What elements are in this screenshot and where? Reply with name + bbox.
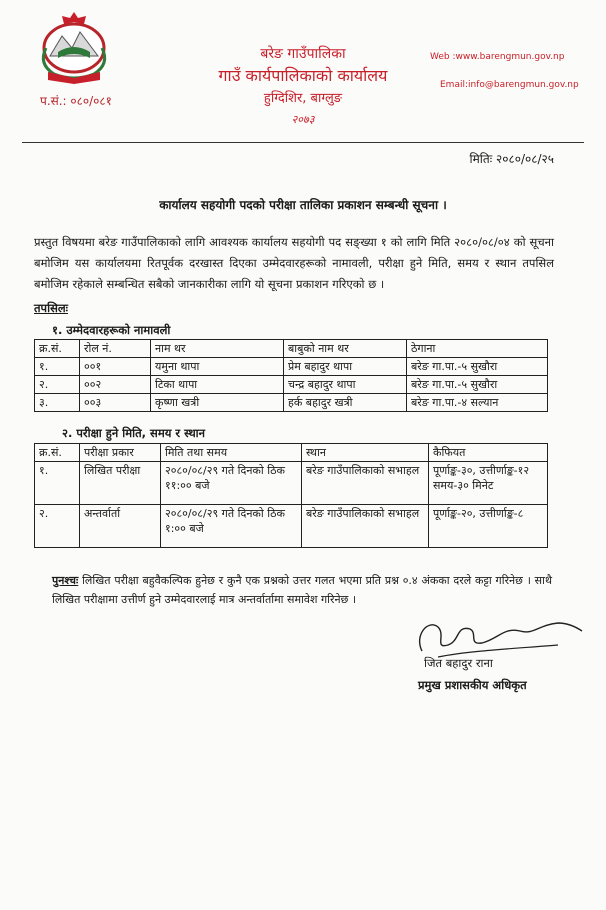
section-candidates-title: १. उम्मेदवारहरूको नामावली <box>52 323 171 337</box>
table-row <box>35 505 548 548</box>
table-cell: कृष्णा खत्री <box>151 394 284 412</box>
col-header: मिति तथा समय <box>161 444 302 462</box>
table-cell: बरेङ गा.पा.-५ सुखौरा <box>407 358 548 376</box>
col-header: कैफियत <box>429 444 548 462</box>
table-row <box>35 394 548 412</box>
postscript-label: पुनश्चः <box>52 574 79 587</box>
candidates-table <box>34 339 548 412</box>
table-cell: ००३ <box>80 394 151 412</box>
municipality-name: बरेङ गाउँपालिका <box>260 46 346 62</box>
signatory-title: प्रमुख प्रशासकीय अधिकृत <box>418 678 527 692</box>
signatory-name: जित बहादुर राना <box>424 656 493 670</box>
website-link[interactable]: Web :www.barengmun.gov.np <box>430 52 565 62</box>
table-header-row <box>35 340 548 358</box>
table-cell: अन्तर्वार्ता <box>80 505 161 548</box>
table-cell: यमुना थापा <box>151 358 284 376</box>
details-label: तपसिलः <box>34 301 68 315</box>
table-cell: ००१ <box>80 358 151 376</box>
col-header: परीक्षा प्रकार <box>80 444 161 462</box>
notice-intro: प्रस्तुत विषयमा बरेङ गाउँपालिकाको लागि आवश्यक कार्यालय सहयोगी पद सङ्ख्या १ को लागि मिति २०८०/०८/०४ को सूचना बमोजिम यस कार्यालयमा रितपूर्वक दरखास्त दिएका उम्मेदवारहरूको नामावली, परीक्षा हुने मिति, समय र स्थान तपसिल बमोजिम रहेकाले सम्बन्धित सबैको जानकारीका लागि यो सूचना प्रकाशन गरिएको छ । <box>34 235 554 291</box>
postscript-text: लिखित परीक्षा बहुवैकल्पिक हुनेछ र कुनै एक प्रश्नको उत्तर गलत भएमा प्रति प्रश्न ०.४ अंकका दरले कट्टा गरिनेछ । साथै लिखित परीक्षामा उत्तीर्ण हुने उम्मेदवारलाई मात्र अन्तर्वार्तामा समावेश गरिनेछ । <box>52 574 552 606</box>
established-year: २०७३ <box>291 113 315 126</box>
table-cell: पूर्णाङ्क-२०, उत्तीर्णाङ्क-८ <box>429 505 548 548</box>
header-divider <box>22 142 584 143</box>
col-header: ठेगाना <box>407 340 548 358</box>
table-row <box>35 462 548 505</box>
email-link[interactable]: Email:info@barengmun.gov.np <box>440 80 579 90</box>
table-cell: बरेङ गा.पा.-४ सल्यान <box>407 394 548 412</box>
table-cell: २०८०/०८/२९ गते दिनको ठिक १:०० बजे <box>161 505 302 548</box>
table-cell: टिका थापा <box>151 376 284 394</box>
table-cell: २०८०/०८/२९ गते दिनको ठिक ११:०० बजे <box>161 462 302 505</box>
notice-date: मितिः २०८०/०८/२५ <box>469 152 554 166</box>
table-cell: हर्क बहादुर खत्री <box>284 394 407 412</box>
table-header-row <box>35 444 548 462</box>
exam-schedule-table <box>34 443 548 548</box>
reference-number: प.सं.: ०८०/०८१ <box>40 94 112 108</box>
office-location: हुग्दिशिर, बाग्लुङ <box>263 91 343 106</box>
col-header: क्र.सं. <box>35 444 80 462</box>
table-cell: बरेङ गा.पा.-५ सुखौरा <box>407 376 548 394</box>
table-row <box>35 358 548 376</box>
table-cell: प्रेम बहादुर थापा <box>284 358 407 376</box>
table-cell: १. <box>35 462 80 505</box>
notice-subject: कार्यालय सहयोगी पदको परीक्षा तालिका प्रकाशन सम्बन्धी सूचना । <box>159 198 447 212</box>
postscript-note <box>52 571 552 609</box>
col-header: नाम थर <box>151 340 284 358</box>
table-cell: २. <box>35 376 80 394</box>
table-cell: पूर्णाङ्क-३०, उत्तीर्णाङ्क-१२ समय-३० मिनेट <box>429 462 548 505</box>
table-row <box>35 376 548 394</box>
table-cell: १. <box>35 358 80 376</box>
col-header: बाबुको नाम थर <box>284 340 407 358</box>
col-header: क्र.सं. <box>35 340 80 358</box>
table-cell: लिखित परीक्षा <box>80 462 161 505</box>
table-cell: २. <box>35 505 80 548</box>
table-cell: ००२ <box>80 376 151 394</box>
col-header: स्थान <box>302 444 429 462</box>
office-name: गाउँ कार्यपालिकाको कार्यालय <box>218 66 388 85</box>
section-schedule-title: २. परीक्षा हुने मिति, समय र स्थान <box>62 426 206 440</box>
table-cell: बरेङ गाउँपालिकाको सभाहल <box>302 505 429 548</box>
table-cell: चन्द्र बहादुर थापा <box>284 376 407 394</box>
table-cell: ३. <box>35 394 80 412</box>
table-cell: बरेङ गाउँपालिकाको सभाहल <box>302 462 429 505</box>
col-header: रोल नं. <box>80 340 151 358</box>
